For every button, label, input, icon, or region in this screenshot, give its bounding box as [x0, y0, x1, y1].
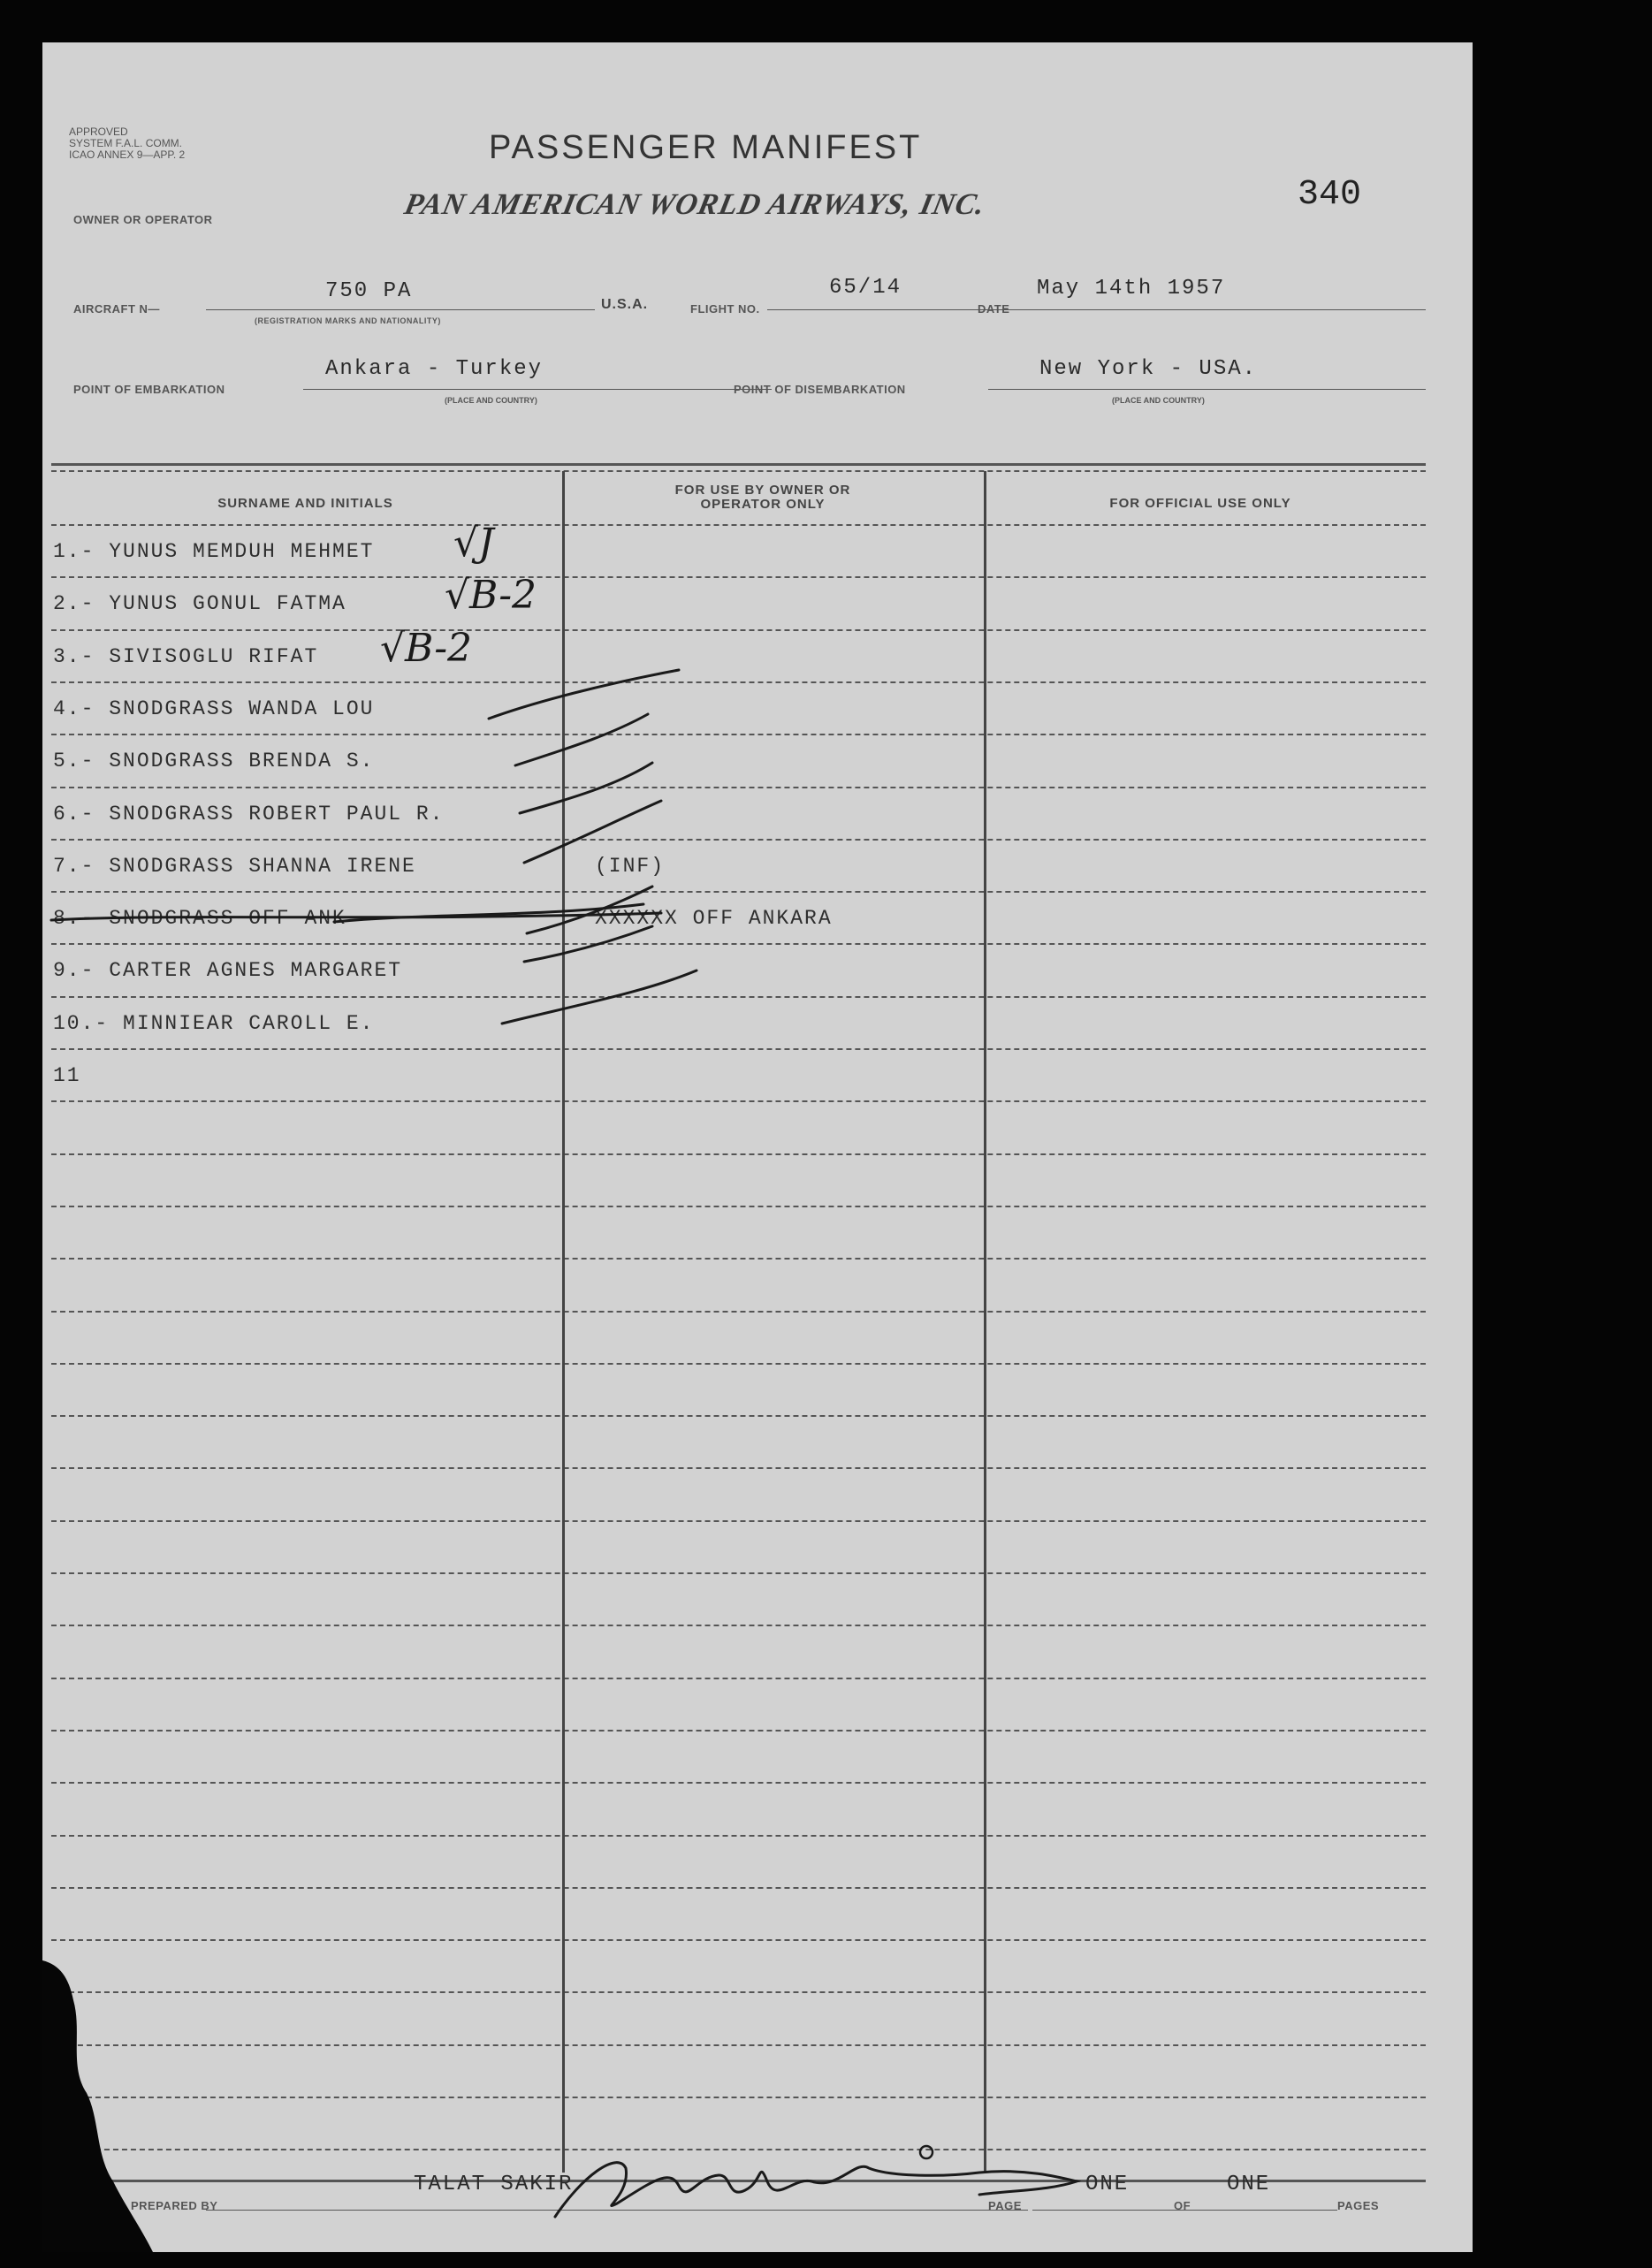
- passenger-name: 9.- CARTER AGNES MARGARET: [53, 959, 403, 983]
- slash-row-6: [520, 763, 652, 813]
- torn-corner: [42, 1960, 166, 2252]
- aircraft-value: 750 PA: [325, 279, 413, 303]
- signature: [520, 2142, 1094, 2226]
- operator-note: XXXXXX OFF ANKARA: [595, 907, 833, 931]
- passenger-name: 8.- SNODGRASS OFF ANK: [53, 907, 346, 931]
- table-rule: [51, 1363, 1426, 1365]
- aircraft-label: AIRCRAFT N—: [73, 302, 160, 316]
- table-rule: [51, 1782, 1426, 1784]
- slash-row-10: [502, 970, 697, 1024]
- form-reference: APPROVED SYSTEM F.A.L. COMM. ICAO ANNEX 9—APP. 2: [69, 126, 186, 161]
- table-rule: [51, 1678, 1426, 1679]
- table-rule: [51, 1467, 1426, 1469]
- operator-name: PAN AMERICAN WORLD AIRWAYS, INC.: [401, 188, 989, 221]
- embark-value: Ankara - Turkey: [325, 357, 544, 381]
- pen-marks: [42, 42, 1473, 1103]
- passenger-name: 1.- YUNUS MEMDUH MEHMET: [53, 540, 375, 563]
- of-value: ONE: [1227, 2173, 1271, 2196]
- slash-row-4: [489, 670, 679, 719]
- of-label: OF: [1174, 2199, 1191, 2212]
- table-rule: [51, 1206, 1426, 1207]
- disembark-value: New York - USA.: [1039, 357, 1258, 381]
- passenger-name: 11: [53, 1064, 81, 1087]
- table-rule: [51, 1835, 1426, 1837]
- page-value: ONE: [1085, 2173, 1130, 2196]
- slash-row-9: [524, 926, 652, 962]
- passenger-name: 4.- SNODGRASS WANDA LOU: [53, 696, 375, 720]
- table-rule: [51, 1887, 1426, 1889]
- operator-note: (INF): [595, 854, 666, 878]
- prepared-by-value: TALAT SAKIR: [414, 2173, 574, 2196]
- flight-no-value: 65/14: [829, 276, 902, 300]
- usa-label: U.S.A.: [601, 297, 649, 312]
- passenger-name: 10.- MINNIEAR CAROLL E.: [53, 1011, 375, 1035]
- owner-label: OWNER OR OPERATOR: [73, 213, 213, 226]
- disembark-label: POINT OF DISEMBARKATION: [734, 383, 906, 396]
- passenger-name: 2.- YUNUS GONUL FATMA: [53, 592, 346, 616]
- prepared-label: PREPARED BY: [131, 2199, 218, 2212]
- table-rule: [51, 2097, 1426, 2098]
- slash-row-7: [524, 801, 661, 863]
- passenger-name: 3.- SIVISOGLU RIFAT: [53, 644, 319, 668]
- pages-label: PAGES: [1337, 2199, 1380, 2212]
- check-mark: √B-2: [445, 573, 537, 619]
- table-rule: [51, 1730, 1426, 1731]
- page-stamp-number: 340: [1298, 175, 1362, 215]
- table-rule: [51, 1415, 1426, 1417]
- embark-label: POINT OF EMBARKATION: [73, 383, 225, 396]
- disembark-caption: (PLACE AND COUNTRY): [1112, 396, 1205, 405]
- embark-caption: (PLACE AND COUNTRY): [445, 396, 537, 405]
- table-rule: [51, 1939, 1426, 1941]
- table-rule: [51, 1572, 1426, 1574]
- date-label: DATE: [978, 302, 1010, 316]
- table-rule: [51, 1991, 1426, 1993]
- check-mark: √J: [453, 521, 494, 566]
- table-rule: [51, 1153, 1426, 1155]
- strike-through-row-8b: [334, 904, 643, 922]
- table-rule: [51, 2044, 1426, 2046]
- column-header-operator: FOR USE BY OWNER OR OPERATOR ONLY: [674, 483, 851, 512]
- column-header-official: FOR OFFICIAL USE ONLY: [1109, 496, 1291, 511]
- table-rule: [51, 1625, 1426, 1626]
- table-rule: [51, 1258, 1426, 1260]
- check-mark: √B-2: [380, 625, 473, 671]
- date-value: May 14th 1957: [1037, 277, 1226, 301]
- table-rule: [51, 1520, 1426, 1522]
- table-rule: [51, 1311, 1426, 1313]
- passenger-name: 7.- SNODGRASS SHANNA IRENE: [53, 854, 416, 878]
- form-title: PASSENGER MANIFEST: [489, 129, 923, 166]
- of-underline: [1218, 2210, 1337, 2211]
- passenger-name: 5.- SNODGRASS BRENDA S.: [53, 750, 375, 773]
- manifest-sheet: [42, 42, 1473, 2252]
- page-label: PAGE: [988, 2199, 1022, 2212]
- column-header-surname: SURNAME AND INITIALS: [217, 496, 393, 511]
- flight-no-label: FLIGHT NO.: [690, 302, 760, 316]
- slash-row-5: [515, 714, 648, 765]
- passenger-name: 6.- SNODGRASS ROBERT PAUL R.: [53, 802, 445, 826]
- registration-caption: (REGISTRATION MARKS AND NATIONALITY): [255, 316, 441, 325]
